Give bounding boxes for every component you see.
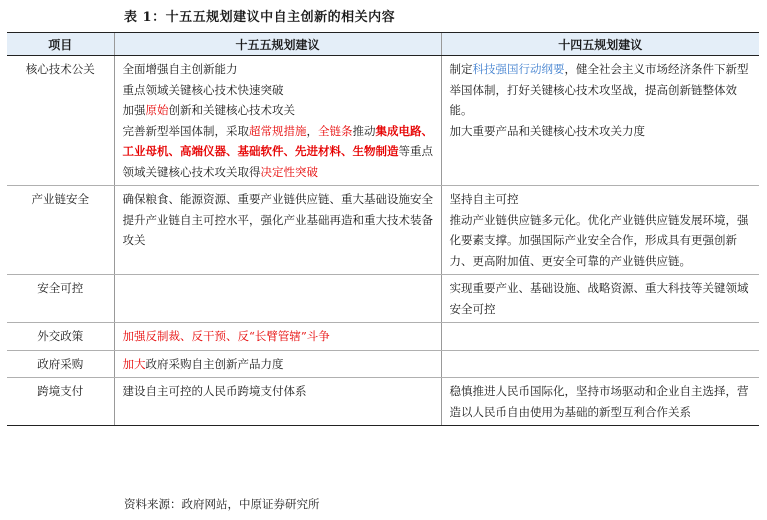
- text-segment: 全面增强自主创新能力: [122, 62, 238, 76]
- highlighted-text: 集成电路、工业母机、高端仪器、基础软件、先进材料、生物制造: [122, 123, 433, 158]
- row-category: 跨境支付: [7, 378, 114, 426]
- text-segment: 确保粮食、能源资源、重要产业链供应链、重大基础设施安全: [122, 192, 433, 206]
- table-row: [7, 323, 759, 351]
- source-note: 资料来源：政府网站，中原证券研究所: [124, 497, 320, 511]
- highlighted-text: 科技强国行动纲要: [472, 62, 565, 76]
- table-body: [7, 56, 759, 426]
- text-segment: 推动: [352, 123, 376, 138]
- text-segment: 制定: [449, 62, 473, 76]
- text-segment: 提升产业链自主可控水平，强化产业基础再造和重大技术装备攻关: [122, 212, 433, 247]
- cell-14th-plan: [441, 186, 759, 275]
- cell-14th-plan: [441, 350, 759, 378]
- table-row: [7, 56, 759, 186]
- content-line: [123, 326, 435, 347]
- text-segment: 坚持自主可控: [449, 192, 519, 206]
- highlighted-text: 加强反制裁、反干预、反“长臂管辖”斗争: [122, 329, 330, 343]
- text-segment: 加强: [122, 103, 146, 117]
- cell-14th-plan: [441, 275, 759, 323]
- content-line: [450, 210, 754, 272]
- cell-15th-plan: [114, 186, 441, 275]
- text-segment: 推动产业链供应链多元化。优化产业链供应链发展环境，强化要素支撑。加强国际产业安全合作，形成具有更强创新力、更高附加值、更安全可靠的产业链供应链。: [449, 212, 749, 268]
- text-segment: ，健全社会主义市场经济条件下新型举国体制，打好关键核心技术攻坚战，提高创新链整体效能。: [449, 62, 749, 117]
- content-line: [123, 381, 435, 402]
- content-line: [450, 381, 754, 422]
- table-title: 表 1：十五五规划建议中自主创新的相关内容: [124, 10, 396, 25]
- row-category: 产业链安全: [7, 186, 114, 275]
- content-line: [123, 80, 435, 101]
- row-category: 政府采购: [7, 350, 114, 378]
- table-row: [7, 186, 759, 275]
- table-row: [7, 275, 759, 323]
- header-item: 项目: [7, 33, 114, 56]
- text-segment: 等重点领域关键核心技术攻关取得: [122, 144, 433, 179]
- header-15th-plan: 十五五规划建议: [114, 33, 441, 56]
- policy-comparison-table: [7, 32, 759, 426]
- content-line: [450, 121, 754, 142]
- content-line: [123, 189, 435, 210]
- cell-15th-plan: [114, 275, 441, 323]
- content-line: [123, 59, 435, 80]
- cell-15th-plan: [114, 323, 441, 351]
- row-category: 核心技术公关: [7, 56, 114, 186]
- content-line: [123, 100, 435, 121]
- cell-14th-plan: [441, 323, 759, 351]
- table-header-row: [7, 33, 759, 56]
- highlighted-text: 全链条: [318, 123, 353, 138]
- highlighted-text: 原始: [145, 103, 169, 117]
- cell-15th-plan: [114, 56, 441, 186]
- text-segment: ，: [306, 123, 318, 138]
- text-segment: 加大重要产品和关键核心技术攻关力度: [449, 123, 645, 138]
- cell-15th-plan: [114, 350, 441, 378]
- row-category: 外交政策: [7, 323, 114, 351]
- text-segment: 政府采购自主创新产品力度: [145, 356, 284, 371]
- highlighted-text: 加大: [122, 356, 146, 371]
- row-category: 安全可控: [7, 275, 114, 323]
- content-line: [450, 59, 754, 121]
- content-line: [450, 278, 754, 319]
- table-row: [7, 378, 759, 426]
- content-line: [123, 354, 435, 375]
- text-segment: 稳慎推进人民币国际化，坚持市场驱动和企业自主选择，营造以人民币自由使用为基础的新型互利合作关系: [449, 384, 749, 419]
- highlighted-text: 超常规措施: [249, 123, 307, 138]
- cell-15th-plan: [114, 378, 441, 426]
- text-segment: 完善新型举国体制，采取: [122, 123, 249, 138]
- content-line: [123, 121, 435, 183]
- text-segment: 重点领域关键核心技术快速突破: [122, 82, 284, 97]
- content-line: [123, 210, 435, 251]
- highlighted-text: 决定性突破: [260, 164, 318, 179]
- cell-14th-plan: [441, 378, 759, 426]
- content-line: [450, 189, 754, 210]
- text-segment: 建设自主可控的人民币跨境支付体系: [122, 384, 307, 398]
- header-14th-plan: 十四五规划建议: [441, 33, 759, 56]
- cell-14th-plan: [441, 56, 759, 186]
- text-segment: 创新和关键核心技术攻关: [168, 103, 295, 117]
- text-segment: 实现重要产业、基础设施、战略资源、重大科技等关键领域安全可控: [449, 281, 749, 316]
- table-row: [7, 350, 759, 378]
